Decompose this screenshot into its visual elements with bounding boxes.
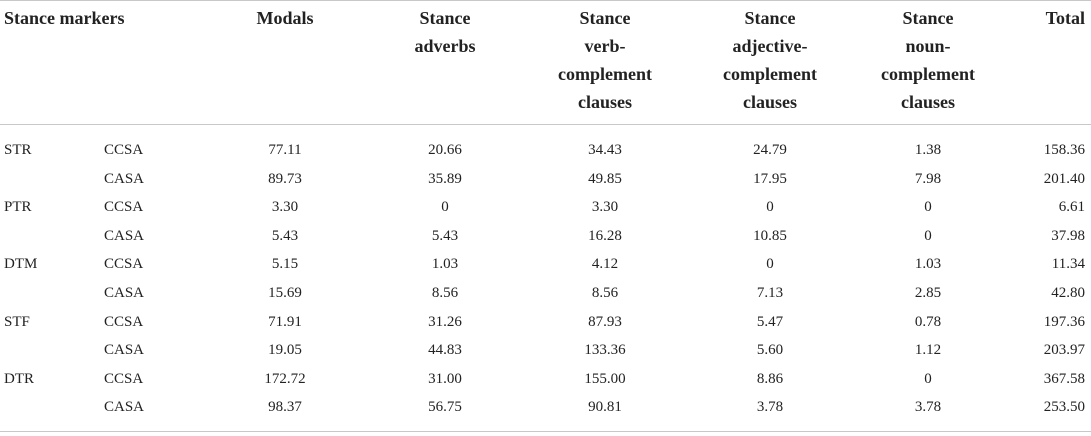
cell-corpus: CASA: [104, 285, 145, 301]
cell-noun-complement: 1.03: [914, 256, 942, 273]
cell-adverbs: 20.66: [428, 142, 462, 158]
cell-adjective-complement: 24.79: [753, 142, 787, 158]
cell-modals: 98.37: [268, 399, 302, 416]
header-modals: [225, 4, 345, 32]
cell-group: DTM: [4, 256, 38, 273]
cell-total: 6.61: [1058, 199, 1085, 216]
cell-corpus: CASA: [104, 170, 145, 187]
header-line: Stance: [744, 8, 796, 28]
cell-total: 37.98: [1051, 227, 1085, 244]
cell-total: 197.36: [1043, 313, 1085, 330]
cell-verb-complement: 87.93: [588, 313, 622, 330]
cell-noun-complement: 1.12: [914, 342, 942, 359]
cell-corpus: CASA: [104, 399, 145, 416]
cell-corpus: CCSA: [104, 142, 144, 158]
cell-adjective-complement: 8.86: [756, 370, 784, 387]
header-line: adjective-: [732, 36, 808, 56]
table-bottom-rule: [0, 431, 1091, 432]
cell-total: 253.50: [1043, 399, 1085, 416]
cell-corpus: CASA: [104, 227, 145, 244]
table-row: [0, 308, 1091, 337]
table-header: [0, 0, 1091, 124]
cell-corpus: CCSA: [104, 199, 144, 216]
cell-total: 42.80: [1051, 285, 1085, 301]
cell-noun-complement: 7.98: [914, 170, 942, 187]
cell-total: 201.40: [1043, 170, 1085, 187]
cell-verb-complement: 90.81: [588, 399, 622, 416]
header-stance-markers: [4, 4, 224, 32]
cell-modals: 5.43: [271, 227, 299, 244]
cell-verb-complement: 34.43: [588, 142, 622, 158]
cell-group: PTR: [4, 199, 32, 216]
cell-modals: 172.72: [264, 370, 306, 387]
cell-modals: 71.91: [268, 313, 302, 330]
cell-corpus: CASA: [104, 342, 145, 359]
cell-verb-complement: 8.56: [591, 285, 619, 301]
header-line: complement: [881, 64, 975, 84]
header-line: complement: [723, 64, 817, 84]
cell-adjective-complement: 17.95: [753, 170, 787, 187]
cell-adjective-complement: 3.78: [756, 399, 784, 416]
cell-adjective-complement: 10.85: [753, 227, 787, 244]
cell-adjective-complement: 5.60: [756, 342, 784, 359]
header-line: Stance: [419, 8, 471, 28]
cell-adjective-complement: 0: [766, 199, 774, 216]
cell-noun-complement: 2.85: [914, 285, 942, 301]
cell-modals: 3.30: [271, 199, 299, 216]
table-row: [0, 222, 1091, 251]
cell-adverbs: 56.75: [428, 399, 462, 416]
cell-adjective-complement: 5.47: [756, 313, 784, 330]
cell-corpus: CCSA: [104, 370, 144, 387]
header-line: Stance markers: [4, 8, 125, 28]
cell-adverbs: 31.26: [428, 313, 462, 330]
table-row: [0, 165, 1091, 194]
cell-noun-complement: 1.38: [914, 142, 942, 158]
cell-modals: 77.11: [268, 142, 302, 158]
header-rule: [0, 124, 1091, 125]
header-line: complement: [558, 64, 652, 84]
table-row: [0, 250, 1091, 279]
cell-total: 11.34: [1051, 256, 1085, 273]
table-row: [0, 136, 1091, 165]
cell-verb-complement: 3.30: [591, 199, 619, 216]
cell-modals: 15.69: [268, 285, 302, 301]
header-line: noun-: [905, 36, 951, 56]
header-line: adverbs: [414, 36, 476, 56]
cell-group: STF: [4, 313, 30, 330]
cell-adverbs: 8.56: [431, 285, 459, 301]
header-adjective-complement: [705, 4, 835, 116]
cell-adverbs: 1.03: [431, 256, 459, 273]
header-line: clauses: [578, 92, 632, 112]
cell-adjective-complement: 0: [766, 256, 774, 273]
cell-adverbs: 31.00: [428, 370, 462, 387]
cell-adverbs: 5.43: [431, 227, 459, 244]
header-verb-complement: [545, 4, 665, 116]
cell-adverbs: 44.83: [428, 342, 462, 359]
cell-noun-complement: 0: [924, 227, 932, 244]
header-line: clauses: [901, 92, 955, 112]
cell-noun-complement: 0: [924, 370, 932, 387]
cell-group: DTR: [4, 370, 34, 387]
cell-verb-complement: 16.28: [588, 227, 622, 244]
cell-corpus: CCSA: [104, 313, 144, 330]
cell-adjective-complement: 7.13: [756, 285, 784, 301]
header-line: Stance: [902, 8, 954, 28]
table-row: [0, 279, 1091, 308]
cell-adverbs: 35.89: [428, 170, 462, 187]
table-row: [0, 393, 1091, 422]
header-stance-adverbs: [385, 4, 505, 60]
cell-adverbs: 0: [441, 199, 449, 216]
header-noun-complement: [868, 4, 988, 116]
cell-modals: 5.15: [271, 256, 299, 273]
cell-verb-complement: 133.36: [584, 342, 626, 359]
header-line: Modals: [256, 8, 314, 28]
table-row: [0, 336, 1091, 365]
cell-group: STR: [4, 142, 32, 158]
header-line: clauses: [743, 92, 797, 112]
cell-modals: 89.73: [268, 170, 302, 187]
table-row: [0, 365, 1091, 394]
cell-modals: 19.05: [268, 342, 302, 359]
header-total: [1000, 4, 1085, 32]
cell-total: 203.97: [1043, 342, 1085, 359]
cell-verb-complement: 49.85: [588, 170, 622, 187]
header-line: verb-: [584, 36, 626, 56]
cell-noun-complement: 3.78: [914, 399, 942, 416]
cell-noun-complement: 0.78: [914, 313, 942, 330]
cell-total: 158.36: [1043, 142, 1085, 158]
header-line: Total: [1045, 8, 1085, 28]
cell-verb-complement: 4.12: [591, 256, 619, 273]
table-row: [0, 193, 1091, 222]
cell-verb-complement: 155.00: [584, 370, 626, 387]
cell-noun-complement: 0: [924, 199, 932, 216]
cell-corpus: CCSA: [104, 256, 144, 273]
cell-total: 367.58: [1043, 370, 1085, 387]
header-line: Stance: [579, 8, 631, 28]
